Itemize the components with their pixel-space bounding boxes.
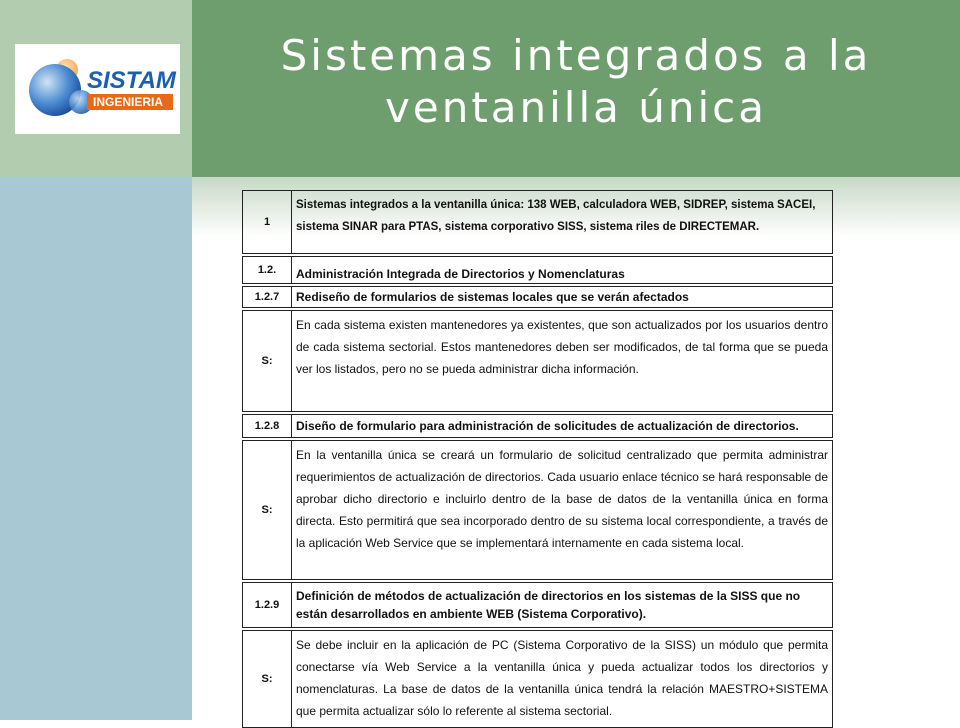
document-table <box>242 190 833 728</box>
row-number: 1 <box>263 216 271 228</box>
row-1-2-8 <box>242 414 833 438</box>
logo <box>15 44 180 134</box>
row-number: 1.2.8 <box>254 420 280 432</box>
row-text: Sistemas integrados a la ventanilla única: 138 WEB, calculadora WEB, SIDREP, sistema SACEI, sistema SINAR para PTAS, sistema corporativo SISS, sistema riles de DIRECTEMAR. <box>291 191 832 253</box>
row-1 <box>242 190 833 254</box>
left-band <box>0 177 192 720</box>
row-1-2-9 <box>242 582 833 628</box>
row-text: Rediseño de formularios de sistemas locales que se verán afectados <box>291 287 832 307</box>
logo-graphic <box>15 44 180 134</box>
row-text: Se debe incluir en la aplicación de PC (Sistema Corporativo de la SISS) un módulo que permita conectarse vía Web Service a la ventanilla única y pueda actualizar todos los directorios y nomenclaturas. La base de datos de la ventanilla única tendrá la relación MAESTRO+SISTEMA que permita actualizar sólo lo referente al sistema sectorial. <box>291 631 832 727</box>
row-text: En cada sistema existen mantenedores ya existentes, que son actualizados por los usuarios dentro de cada sistema sectorial. Estos mantenedores deben ser modificados, de tal forma que se pueda ver los listados, pero no se pueda administrar dicha información. <box>291 311 832 411</box>
page-title: Sistemas integrados a la ventanilla única <box>280 31 872 132</box>
row-number: S: <box>261 504 273 516</box>
row-number: 1.2.9 <box>254 599 280 611</box>
row-text: Administración Integrada de Directorios y Nomenclaturas <box>291 257 832 283</box>
logo-subtitle: INGENIERIA <box>93 95 164 109</box>
row-1-2 <box>242 256 833 284</box>
row-solution-1 <box>242 310 833 412</box>
row-solution-2 <box>242 440 833 580</box>
row-number: 1.2.7 <box>254 291 280 303</box>
row-1-2-7 <box>242 286 833 308</box>
logo-name: SISTAM <box>87 67 176 94</box>
row-text: En la ventanilla única se creará un formulario de solicitud centralizado que permita administrar requerimientos de actualización de directorios. Cada usuario enlace técnico se hará responsable de aprobar dicho directorio e incluirlo dentro de la base de datos de la ventanilla única en forma directa. Esto permitirá que sea incorporado dentro de su sistema local correspondiente, a través de la aplicación Web Service que se implementará internamente en cada sistema local. <box>291 441 832 579</box>
row-number: S: <box>261 355 273 367</box>
row-text: Definición de métodos de actualización de directorios en los sistemas de la SISS que no están desarrollados en ambiente WEB (Sistema Corporativo). <box>291 583 832 627</box>
row-text: Diseño de formulario para administración de solicitudes de actualización de directorios. <box>291 415 832 437</box>
row-solution-3 <box>242 630 833 728</box>
row-number: 1.2. <box>257 264 277 276</box>
row-number: S: <box>261 673 273 685</box>
